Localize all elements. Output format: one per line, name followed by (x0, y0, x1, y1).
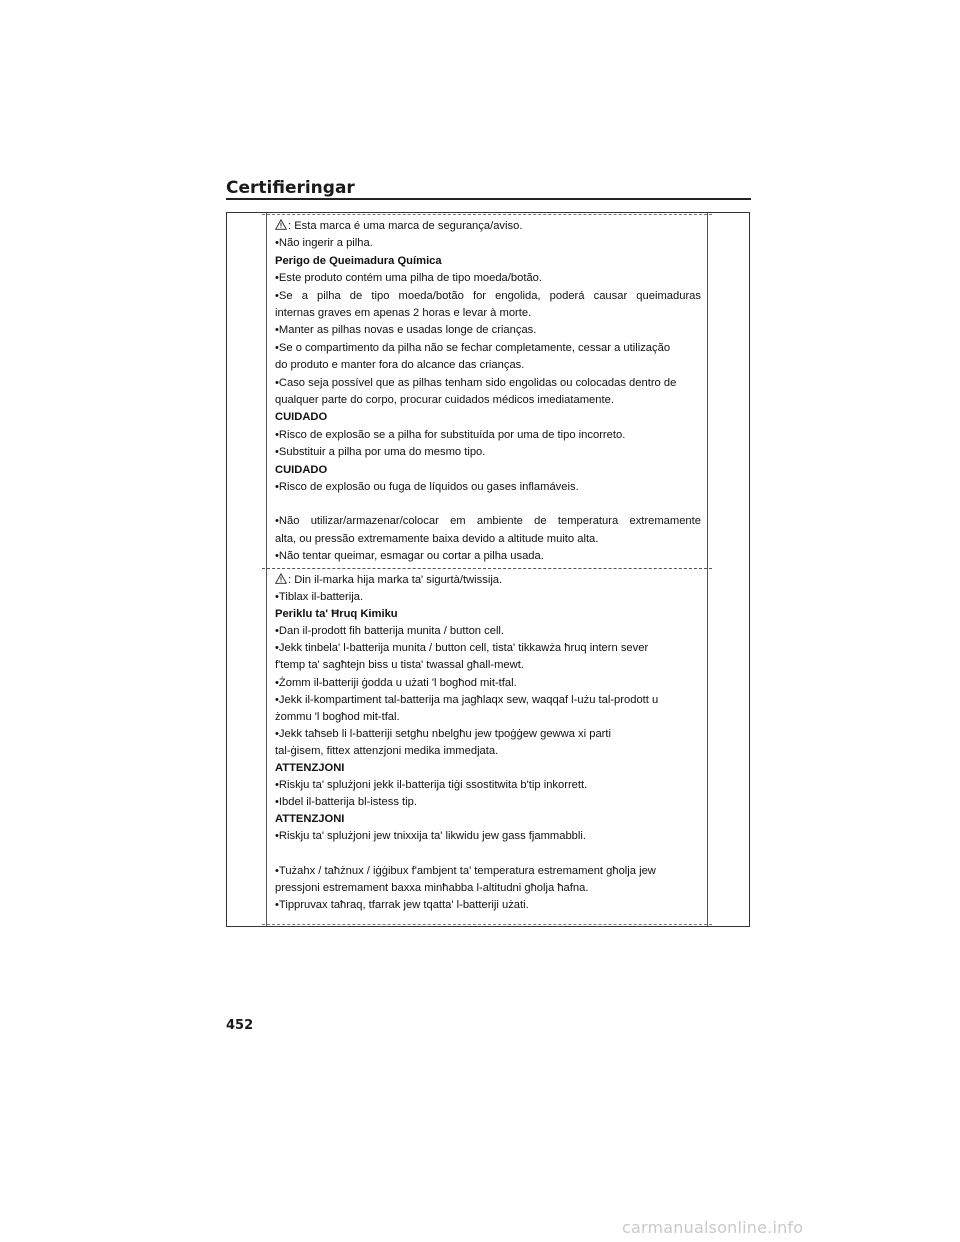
warning-triangle-icon (275, 219, 287, 230)
scan-bottom-edge (262, 924, 712, 925)
text-line: f'temp ta' sagħtejn biss u tista' twassal għall-mewt. (275, 659, 524, 672)
warning-mark-line (275, 218, 701, 235)
text-line: •Não ingerir a pilha. (275, 237, 373, 250)
text-line: •Não tentar queimar, esmagar ou cortar a pilha usada. (275, 550, 544, 563)
text-line: żommu 'l bogħod mit-tfal. (275, 710, 400, 723)
section-heading: CUIDADO (275, 463, 328, 476)
text-line: •Riskju ta' splużjoni jew tnixxija ta' likwidu jew gass fjammabbli. (275, 830, 586, 843)
text-line: •Se a pilha de tipo moeda/botão for engolida, poderá causar queimaduras (275, 289, 701, 302)
text-line: •Substituir a pilha por uma do mesmo tipo. (275, 446, 486, 459)
section-heading: Perigo de Queimadura Química (275, 254, 442, 267)
watermark: carmanualsonline.info (622, 1218, 804, 1237)
section-heading: ATTENZJONI (275, 813, 345, 826)
paragraph-gap (275, 496, 701, 513)
text-line: •Jekk taħseb li l-batteriji setgħu nbelgħu jew tpoġġew gewwa xi parti (275, 727, 611, 740)
paragraph-gap (275, 846, 701, 863)
text-line: •Risco de explosão se a pilha for substituída por uma de tipo incorreto. (275, 428, 626, 441)
text-line: alta, ou pressão extremamente baixa devido a altitude muito alta. (275, 532, 599, 545)
text-line: •Risco de explosão ou fuga de líquidos ou gases inflamáveis. (275, 481, 579, 494)
text-line: •Jekk il-kompartiment tal-batterija ma jagħlaqx sew, waqqaf l-użu tal-prodott u (275, 693, 659, 706)
text-line: tal-ġisem, fittex attenzjoni medika immedjata. (275, 744, 499, 757)
section-heading: ATTENZJONI (275, 762, 345, 775)
text-line: do produto e manter fora do alcance das crianças. (275, 359, 525, 372)
maltese-warning-block (275, 572, 701, 914)
text-line: •Tużahx / taħżnux / iġġibux f'ambjent ta' temperatura estremament għolja jew (275, 864, 656, 877)
page-number: 452 (226, 1018, 254, 1033)
text-line: •Caso seja possível que as pilhas tenham sido engolidas ou colocadas dentro de (275, 376, 677, 389)
text-line: •Este produto contém uma pilha de tipo moeda/botão. (275, 272, 542, 285)
warning-mark-text: : Din il-marka hija marka ta' sigurtà/twissija. (288, 574, 503, 586)
portuguese-warning-block (275, 218, 701, 566)
warning-triangle-icon (275, 573, 287, 584)
section-heading: CUIDADO (275, 411, 328, 424)
title-rule (226, 198, 751, 200)
warning-mark-text: : Esta marca é uma marca de segurança/aviso. (288, 220, 523, 232)
text-line: qualquer parte do corpo, procurar cuidados médicos imediatamente. (275, 394, 614, 407)
text-line: •Żomm il-batteriji ġodda u użati 'l bogħod mit-tfal. (275, 676, 517, 689)
text-line: •Dan il-prodott fih batterija munita / button cell. (275, 625, 505, 638)
text-line: •Tiblax il-batterija. (275, 591, 364, 604)
text-line: •Jekk tinbela' l-batterija munita / button cell, tista' tikkawża ħruq intern sever (275, 642, 649, 655)
text-line: •Ibdel il-batterija bl-istess tip. (275, 796, 417, 809)
text-line: •Tippruvax taħraq, tfarrak jew tqatta' l-batteriji użati. (275, 898, 529, 911)
language-divider (262, 568, 712, 569)
scan-top-edge (262, 214, 712, 215)
text-line: •Riskju ta' splużjoni jekk il-batterija tiġi ssostitwita b'tip inkorrett. (275, 779, 588, 792)
section-heading: Periklu ta' Ħruq Kimiku (275, 608, 398, 621)
text-line: •Se o compartimento da pilha não se fechar completamente, cessar a utilização (275, 341, 671, 354)
text-line: •Não utilizar/armazenar/colocar em ambiente de temperatura extremamente (275, 515, 701, 528)
section-title: Certifieringar (226, 178, 355, 198)
text-line: pressjoni estremament baxxa minħabba l-altitudni għolja ħafna. (275, 881, 589, 894)
warning-mark-line (275, 572, 701, 589)
text-line: •Manter as pilhas novas e usadas longe de crianças. (275, 324, 537, 337)
text-line: internas graves em apenas 2 horas e levar à morte. (275, 307, 532, 320)
